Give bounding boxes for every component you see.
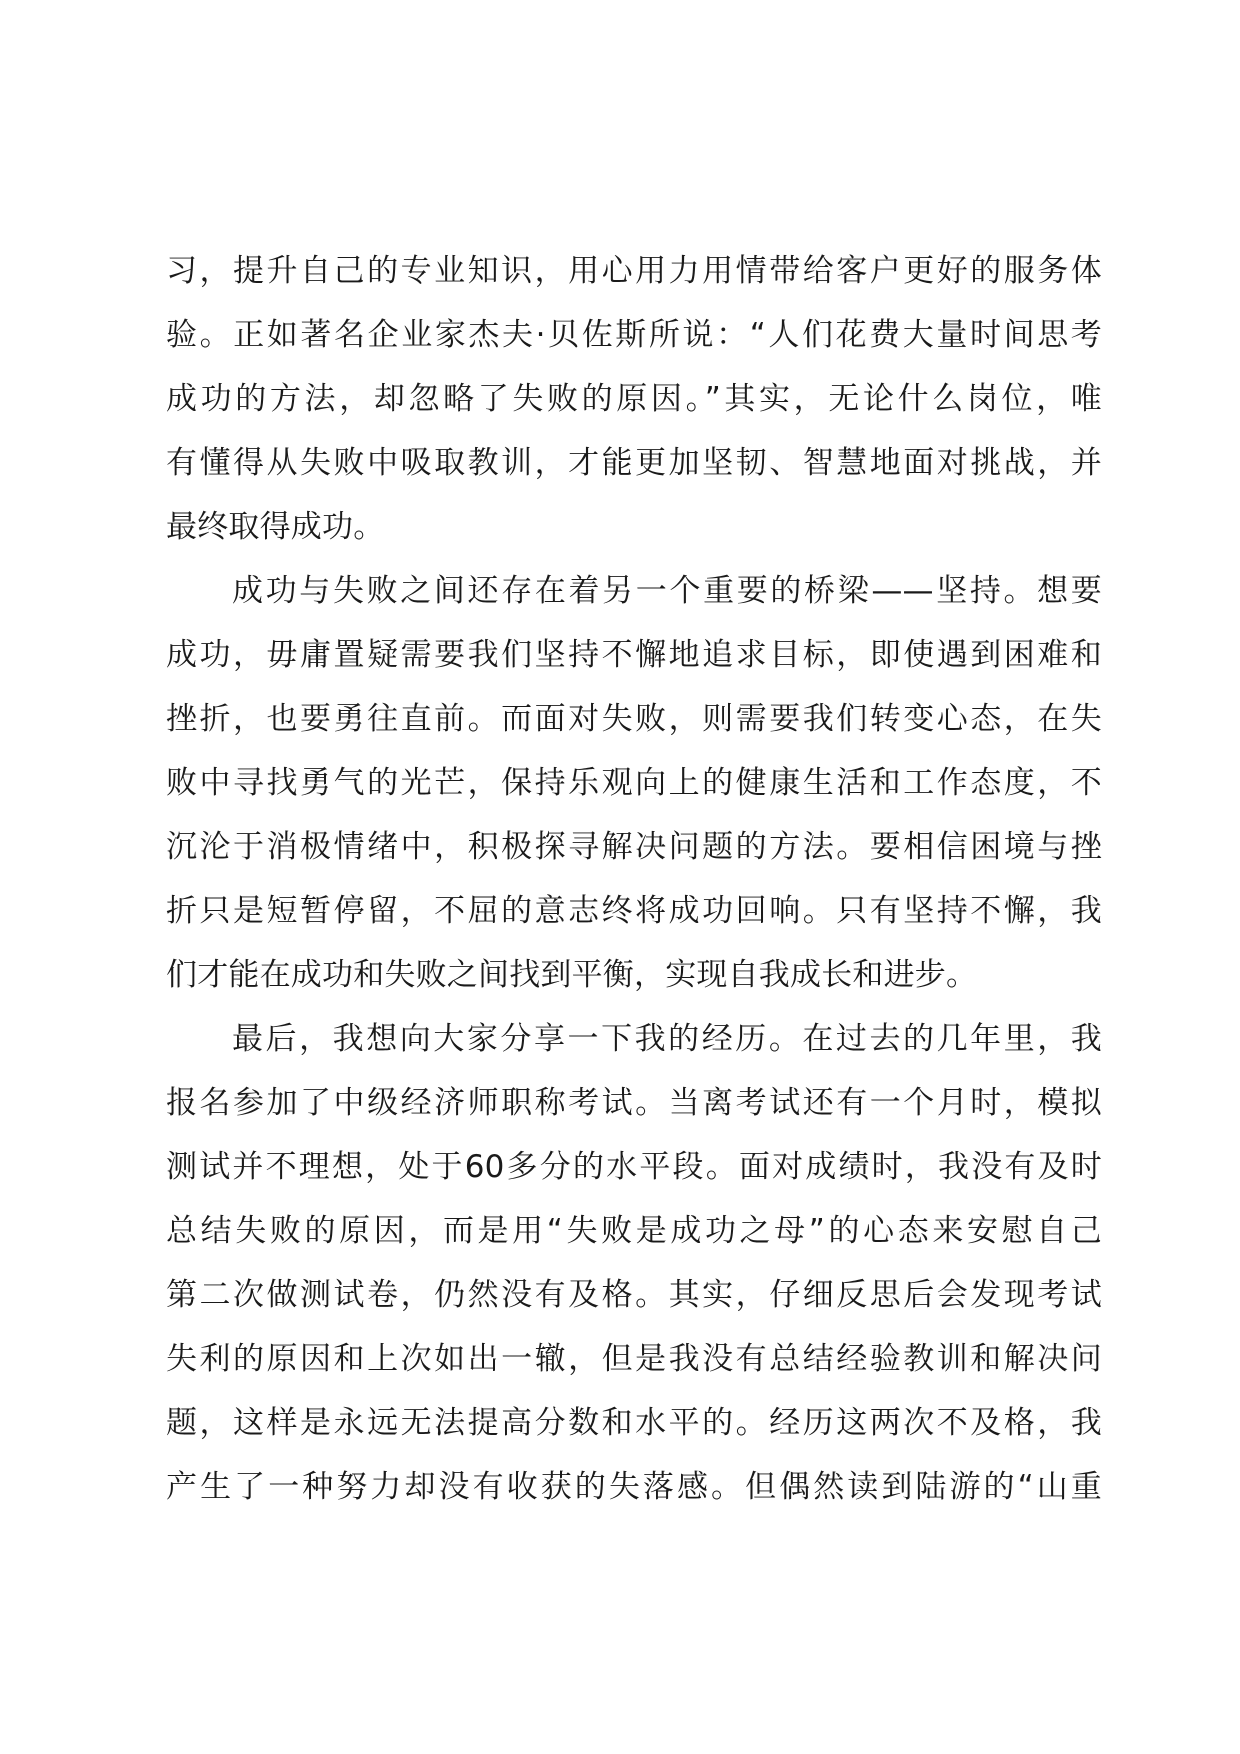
text-line: 第二次做测试卷，仍然没有及格。其实，仔细反思后会发现考试 [166, 1277, 1102, 1313]
text-line: 败中寻找勇气的光芒，保持乐观向上的健康生活和工作态度，不 [166, 765, 1102, 801]
paragraph-2 [166, 559, 1102, 1007]
text-line: 挫折，也要勇往直前。而面对失败，则需要我们转变心态，在失 [166, 701, 1102, 737]
text-line: 折只是短暂停留，不屈的意志终将成功回响。只有坚持不懈，我 [166, 893, 1102, 929]
text-line: 成功，毋庸置疑需要我们坚持不懈地追求目标，即使遇到困难和 [166, 637, 1102, 673]
document-body [166, 239, 1102, 1519]
text-line: 习，提升自己的专业知识，用心用力用情带给客户更好的服务体 [166, 253, 1102, 289]
text-line: 成功的方法，却忽略了失败的原因。”其实，无论什么岗位，唯 [166, 381, 1102, 417]
text-line: 们才能在成功和失败之间找到平衡，实现自我成长和进步。 [166, 957, 978, 993]
text-line: 有懂得从失败中吸取教训，才能更加坚韧、智慧地面对挑战，并 [166, 445, 1102, 481]
text-line: 验。正如著名企业家杰夫·贝佐斯所说：“人们花费大量时间思考 [166, 317, 1102, 353]
text-line: 报名参加了中级经济师职称考试。当离考试还有一个月时，模拟 [166, 1085, 1102, 1121]
text-line: 总结失败的原因，而是用“失败是成功之母”的心态来安慰自己 [166, 1213, 1102, 1249]
paragraph-1 [166, 239, 1102, 559]
text-line: 成功与失败之间还存在着另一个重要的桥梁——坚持。想要 [232, 573, 1102, 609]
text-line: 沉沦于消极情绪中，积极探寻解决问题的方法。要相信困境与挫 [166, 829, 1102, 865]
paragraph-3 [166, 1007, 1102, 1519]
text-line: 产生了一种努力却没有收获的失落感。但偶然读到陆游的“山重 [166, 1469, 1102, 1505]
text-line: 失利的原因和上次如出一辙，但是我没有总结经验教训和解决问 [166, 1341, 1102, 1377]
text-line: 题，这样是永远无法提高分数和水平的。经历这两次不及格，我 [166, 1405, 1102, 1441]
text-line: 最后，我想向大家分享一下我的经历。在过去的几年里，我 [232, 1021, 1102, 1057]
text-line: 最终取得成功。 [166, 509, 385, 545]
text-line: 测试并不理想，处于60多分的水平段。面对成绩时，我没有及时 [166, 1149, 1102, 1185]
